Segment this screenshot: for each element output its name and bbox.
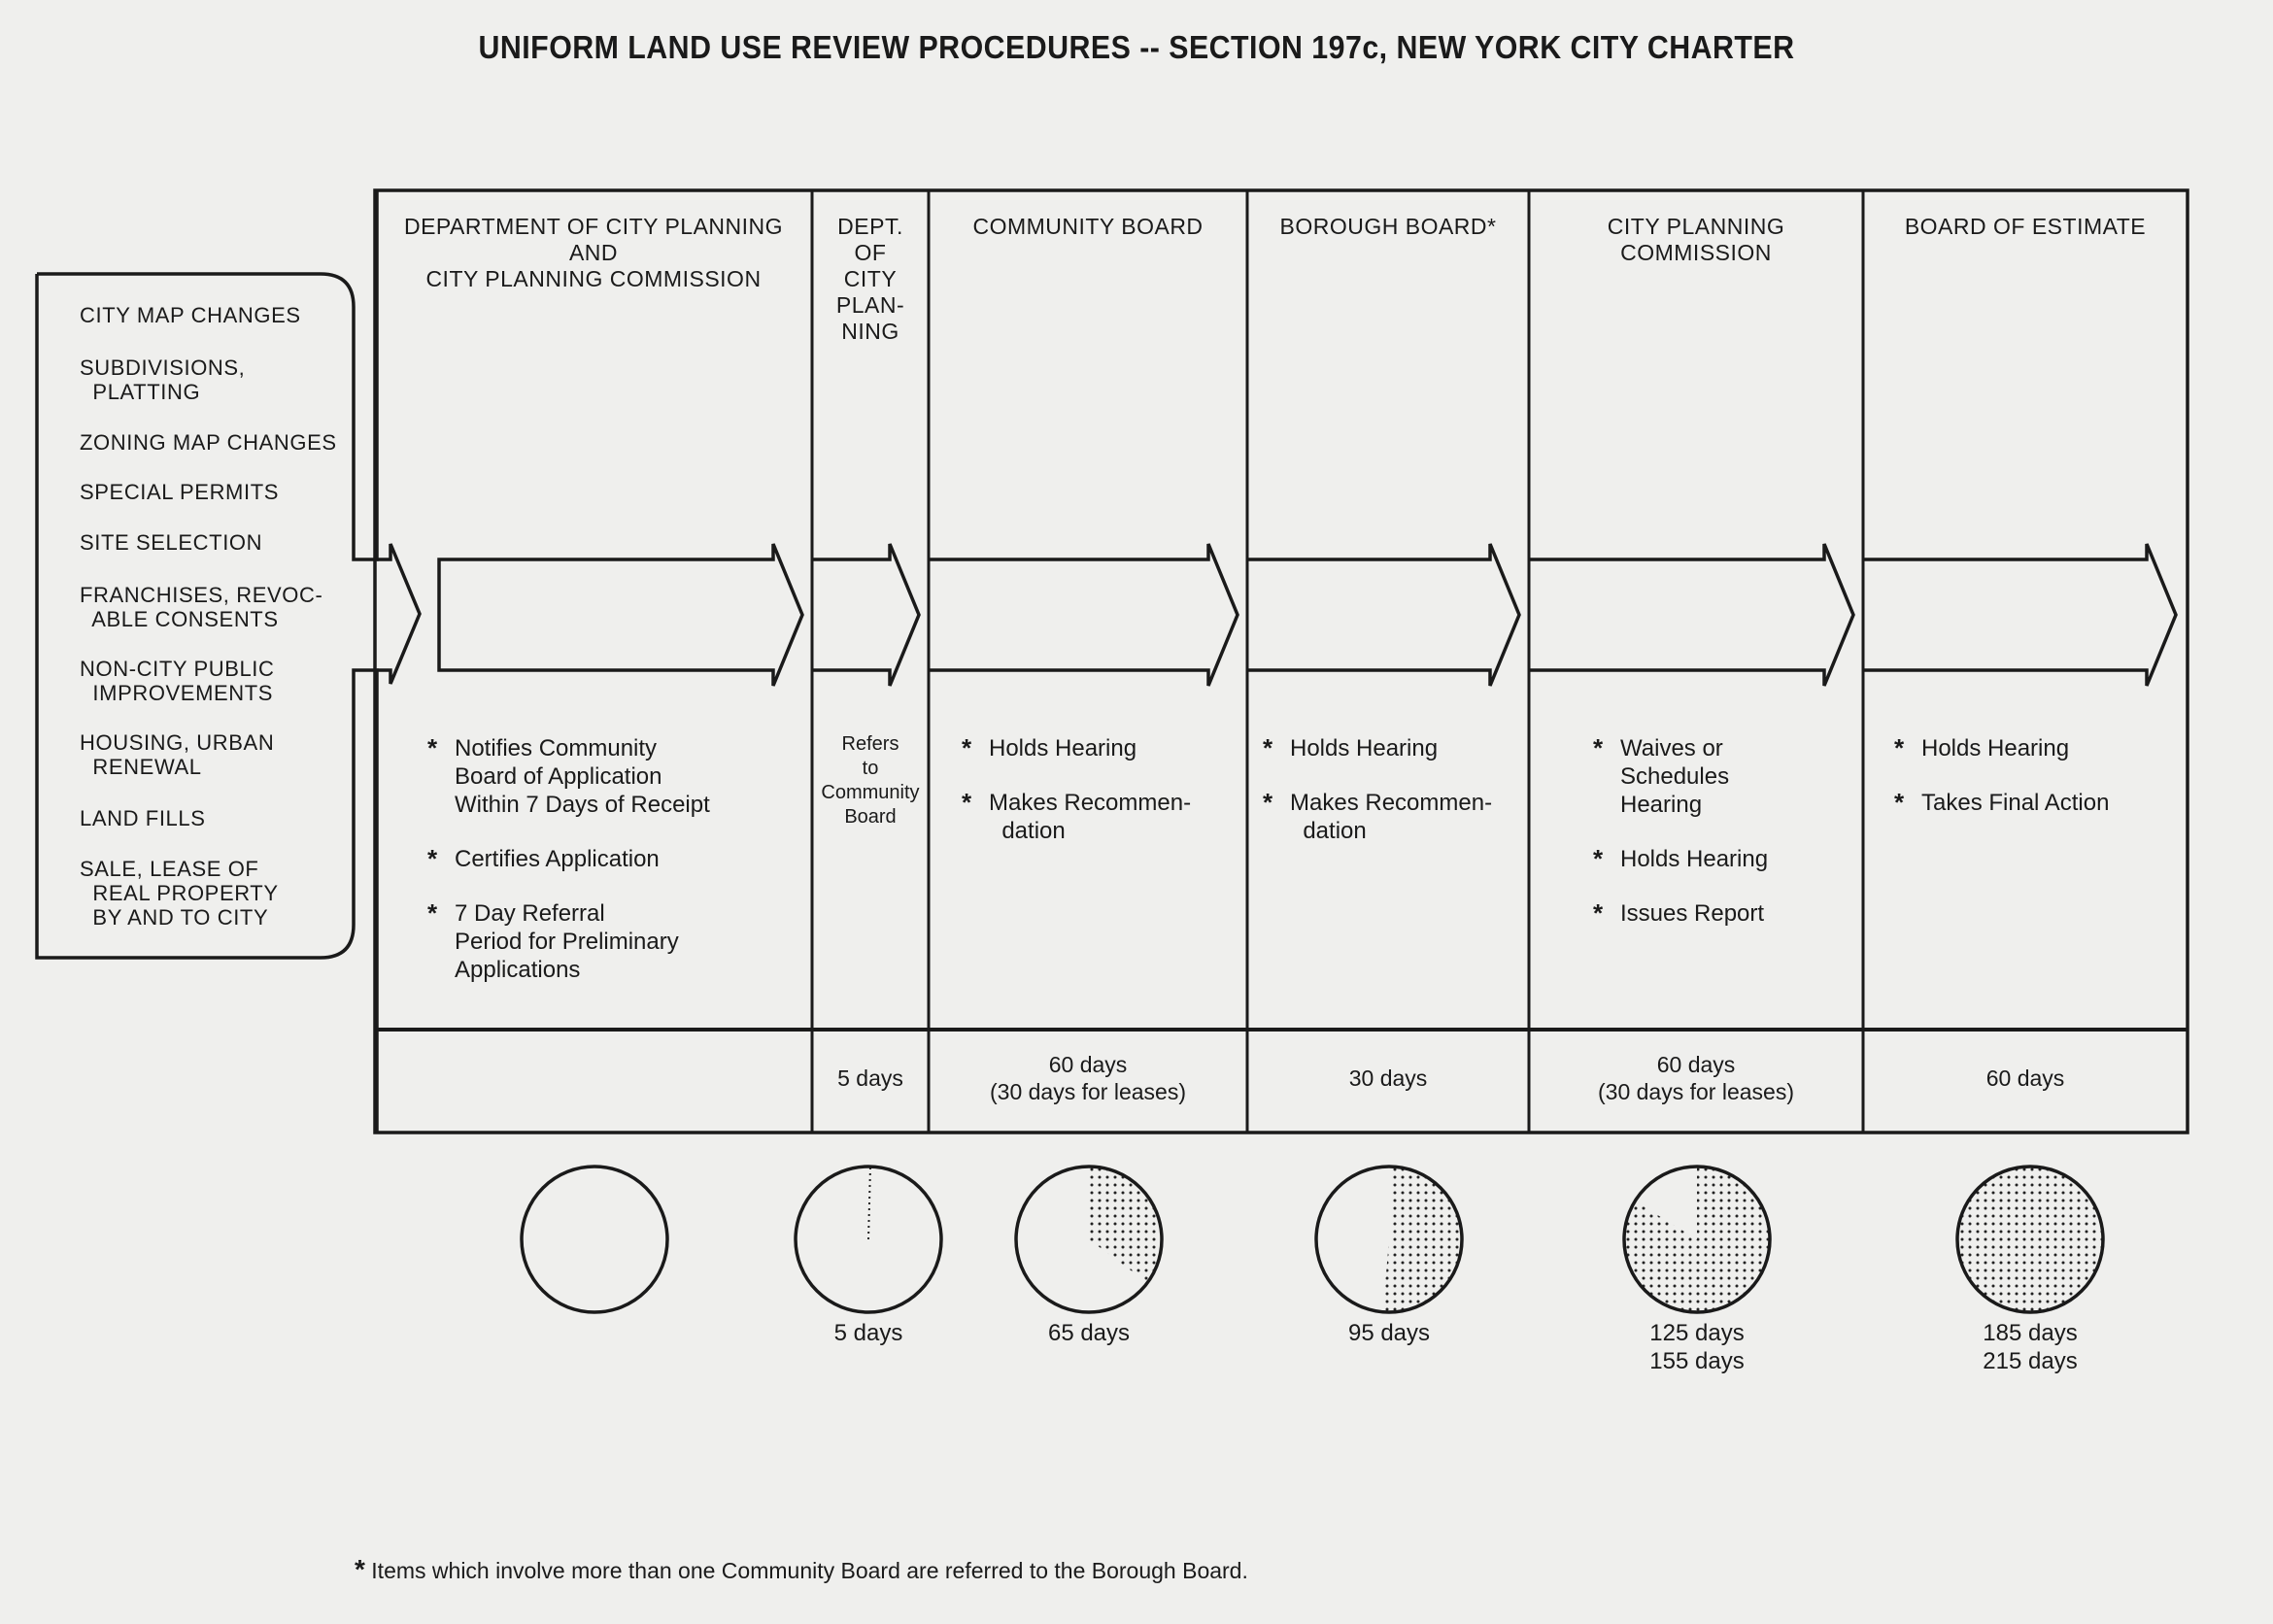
- duration-line: 60 days: [1048, 1052, 1128, 1077]
- cumulative-clock: [1316, 1167, 1462, 1312]
- asterisk-icon: *: [427, 844, 438, 873]
- stage-note-line: Community: [821, 782, 920, 803]
- stage-actions-list: [962, 734, 1191, 871]
- action-text: Takes Final Action: [1921, 790, 2110, 816]
- action-text: Makes Recommen- dation: [1290, 790, 1493, 844]
- clock-label: [1933, 1319, 2127, 1375]
- stage-header-line: OF: [854, 240, 887, 265]
- stage-header-line: BOROUGH BOARD*: [1279, 214, 1497, 239]
- duration-line: (30 days for leases): [1598, 1079, 1794, 1104]
- action-item: [1263, 789, 1492, 845]
- stage-header-line: CITY PLANNING COMMISSION: [425, 266, 762, 291]
- action-item: [1263, 734, 1492, 762]
- stage-header-line: CITY PLANNING: [1607, 214, 1785, 239]
- stage-header-line: PLAN-: [835, 292, 905, 318]
- cumulative-clock: [1957, 1167, 2103, 1312]
- clock-label: [771, 1319, 966, 1347]
- cumulative-clock: [522, 1167, 667, 1312]
- clock-label: [1292, 1319, 1486, 1347]
- asterisk-icon: *: [962, 788, 972, 817]
- footnote: [355, 1554, 1248, 1585]
- clock-label-line: 95 days: [1347, 1320, 1431, 1346]
- action-text: Holds Hearing: [1290, 735, 1439, 761]
- action-text: Waives or Schedules Hearing: [1620, 735, 1730, 818]
- flow-arrow: [1863, 544, 2176, 686]
- flow-arrow: [812, 544, 919, 686]
- stage-duration: [1529, 1051, 1863, 1105]
- cumulative-clock: [1624, 1167, 1770, 1312]
- application-type-item: NON-CITY PUBLIC IMPROVEMENTS: [80, 657, 275, 705]
- stage-header-line: BOARD OF ESTIMATE: [1904, 214, 2147, 239]
- action-item: [427, 734, 710, 819]
- stage-header: [1247, 214, 1529, 240]
- action-item: [1894, 734, 2109, 762]
- cumulative-clock: [1016, 1167, 1162, 1312]
- application-type-item: ZONING MAP CHANGES: [80, 430, 337, 455]
- application-type-item: HOUSING, URBAN RENEWAL: [80, 730, 275, 779]
- asterisk-icon: *: [1593, 733, 1604, 762]
- stage-actions-list: [1263, 734, 1492, 871]
- action-text: 7 Day Referral Period for Preliminary Applications: [455, 900, 679, 983]
- stage-note-line: to: [862, 758, 879, 779]
- application-type-item: SITE SELECTION: [80, 530, 263, 555]
- clock-elapsed-wedge: [1383, 1167, 1462, 1312]
- stage-note: [812, 732, 929, 829]
- duration-line: 5 days: [837, 1066, 903, 1091]
- action-text: Holds Hearing: [1620, 846, 1769, 872]
- action-text: Holds Hearing: [1921, 735, 2070, 761]
- asterisk-icon: *: [1593, 898, 1604, 928]
- page-title: UNIFORM LAND USE REVIEW PROCEDURES -- SECTION 197c, NEW YORK CITY CHARTER: [478, 29, 1795, 65]
- application-type-item: FRANCHISES, REVOC- ABLE CONSENTS: [80, 583, 323, 631]
- stage-header-line: COMMUNITY BOARD: [972, 214, 1204, 239]
- duration-line: 30 days: [1348, 1066, 1428, 1091]
- stage-header-line: NING: [841, 319, 899, 344]
- asterisk-icon: *: [1894, 733, 1905, 762]
- stage-duration: [812, 1065, 929, 1092]
- flow-arrow: [929, 544, 1238, 686]
- asterisk-icon: *: [1894, 788, 1905, 817]
- action-text: Certifies Application: [455, 846, 660, 872]
- action-text: Holds Hearing: [989, 735, 1137, 761]
- clock-elapsed-wedge: [1089, 1167, 1162, 1283]
- clock-elapsed-wedge: [868, 1167, 870, 1239]
- action-item: [1593, 845, 1768, 873]
- stage-actions-list: [1593, 734, 1768, 954]
- action-text: Notifies Community Board of Application Within 7 Days of Receipt: [455, 735, 710, 818]
- flow-arrow: [439, 544, 802, 686]
- entry-arrow: [377, 544, 420, 684]
- asterisk-icon: *: [962, 733, 972, 762]
- clock-label-line: 155 days: [1649, 1348, 1745, 1374]
- asterisk-icon: *: [1593, 844, 1604, 873]
- stage-duration: [1247, 1065, 1529, 1092]
- flow-arrow: [1529, 544, 1853, 686]
- stage-header-line: DEPARTMENT OF CITY PLANNING: [403, 214, 784, 239]
- application-type-item: CITY MAP CHANGES: [80, 303, 301, 327]
- stage-header: [812, 214, 929, 345]
- clock-label: [1600, 1319, 1794, 1375]
- asterisk-icon: *: [1263, 788, 1273, 817]
- clock-label: [992, 1319, 1186, 1347]
- stage-header-line: CITY: [843, 266, 898, 291]
- clock-label-line: 65 days: [1047, 1320, 1131, 1346]
- action-item: [962, 789, 1191, 845]
- application-type-item: SUBDIVISIONS, PLATTING: [80, 355, 246, 404]
- stage-note-line: Refers: [841, 733, 899, 755]
- stage-header-line: DEPT.: [837, 214, 903, 239]
- application-type-item: SALE, LEASE OF REAL PROPERTY BY AND TO CITY: [80, 857, 279, 930]
- action-item: [427, 845, 710, 873]
- duration-line: 60 days: [1985, 1066, 2065, 1091]
- stage-header: [1863, 214, 2188, 240]
- stage-actions-list: [427, 734, 710, 1010]
- action-item: [427, 899, 710, 984]
- action-text: Issues Report: [1620, 900, 1765, 927]
- stage-header-line: COMMISSION: [1620, 240, 1772, 265]
- asterisk-icon: *: [427, 898, 438, 928]
- stage-header: [375, 214, 812, 292]
- stage-header: [929, 214, 1247, 240]
- clock-outline: [522, 1167, 667, 1312]
- application-type-item: LAND FILLS: [80, 806, 206, 830]
- stage-header: [1529, 214, 1863, 266]
- asterisk-icon: *: [427, 733, 438, 762]
- clock-label-line: 5 days: [833, 1320, 903, 1346]
- action-item: [1593, 734, 1768, 819]
- stage-header-line: AND: [568, 240, 619, 265]
- clock-label-line: 215 days: [1983, 1348, 2078, 1374]
- duration-line: 60 days: [1656, 1052, 1736, 1077]
- action-item: [1894, 789, 2109, 817]
- flow-arrow: [1247, 544, 1519, 686]
- stage-duration: [929, 1051, 1247, 1105]
- clock-label-line: 185 days: [1983, 1320, 2078, 1346]
- stage-note-line: Board: [844, 806, 897, 828]
- stage-duration: [1863, 1065, 2188, 1092]
- action-item: [962, 734, 1191, 762]
- asterisk-icon: *: [1263, 733, 1273, 762]
- action-text: Makes Recommen- dation: [989, 790, 1192, 844]
- duration-line: (30 days for leases): [990, 1079, 1186, 1104]
- application-type-item: SPECIAL PERMITS: [80, 480, 280, 504]
- footnote-text: Items which involve more than one Community Board are referred to the Borough Board.: [371, 1558, 1248, 1583]
- asterisk-icon: *: [355, 1554, 365, 1584]
- cumulative-clock: [796, 1167, 941, 1312]
- stage-actions-list: [1894, 734, 2109, 843]
- action-item: [1593, 899, 1768, 928]
- clock-label-line: 125 days: [1649, 1320, 1745, 1346]
